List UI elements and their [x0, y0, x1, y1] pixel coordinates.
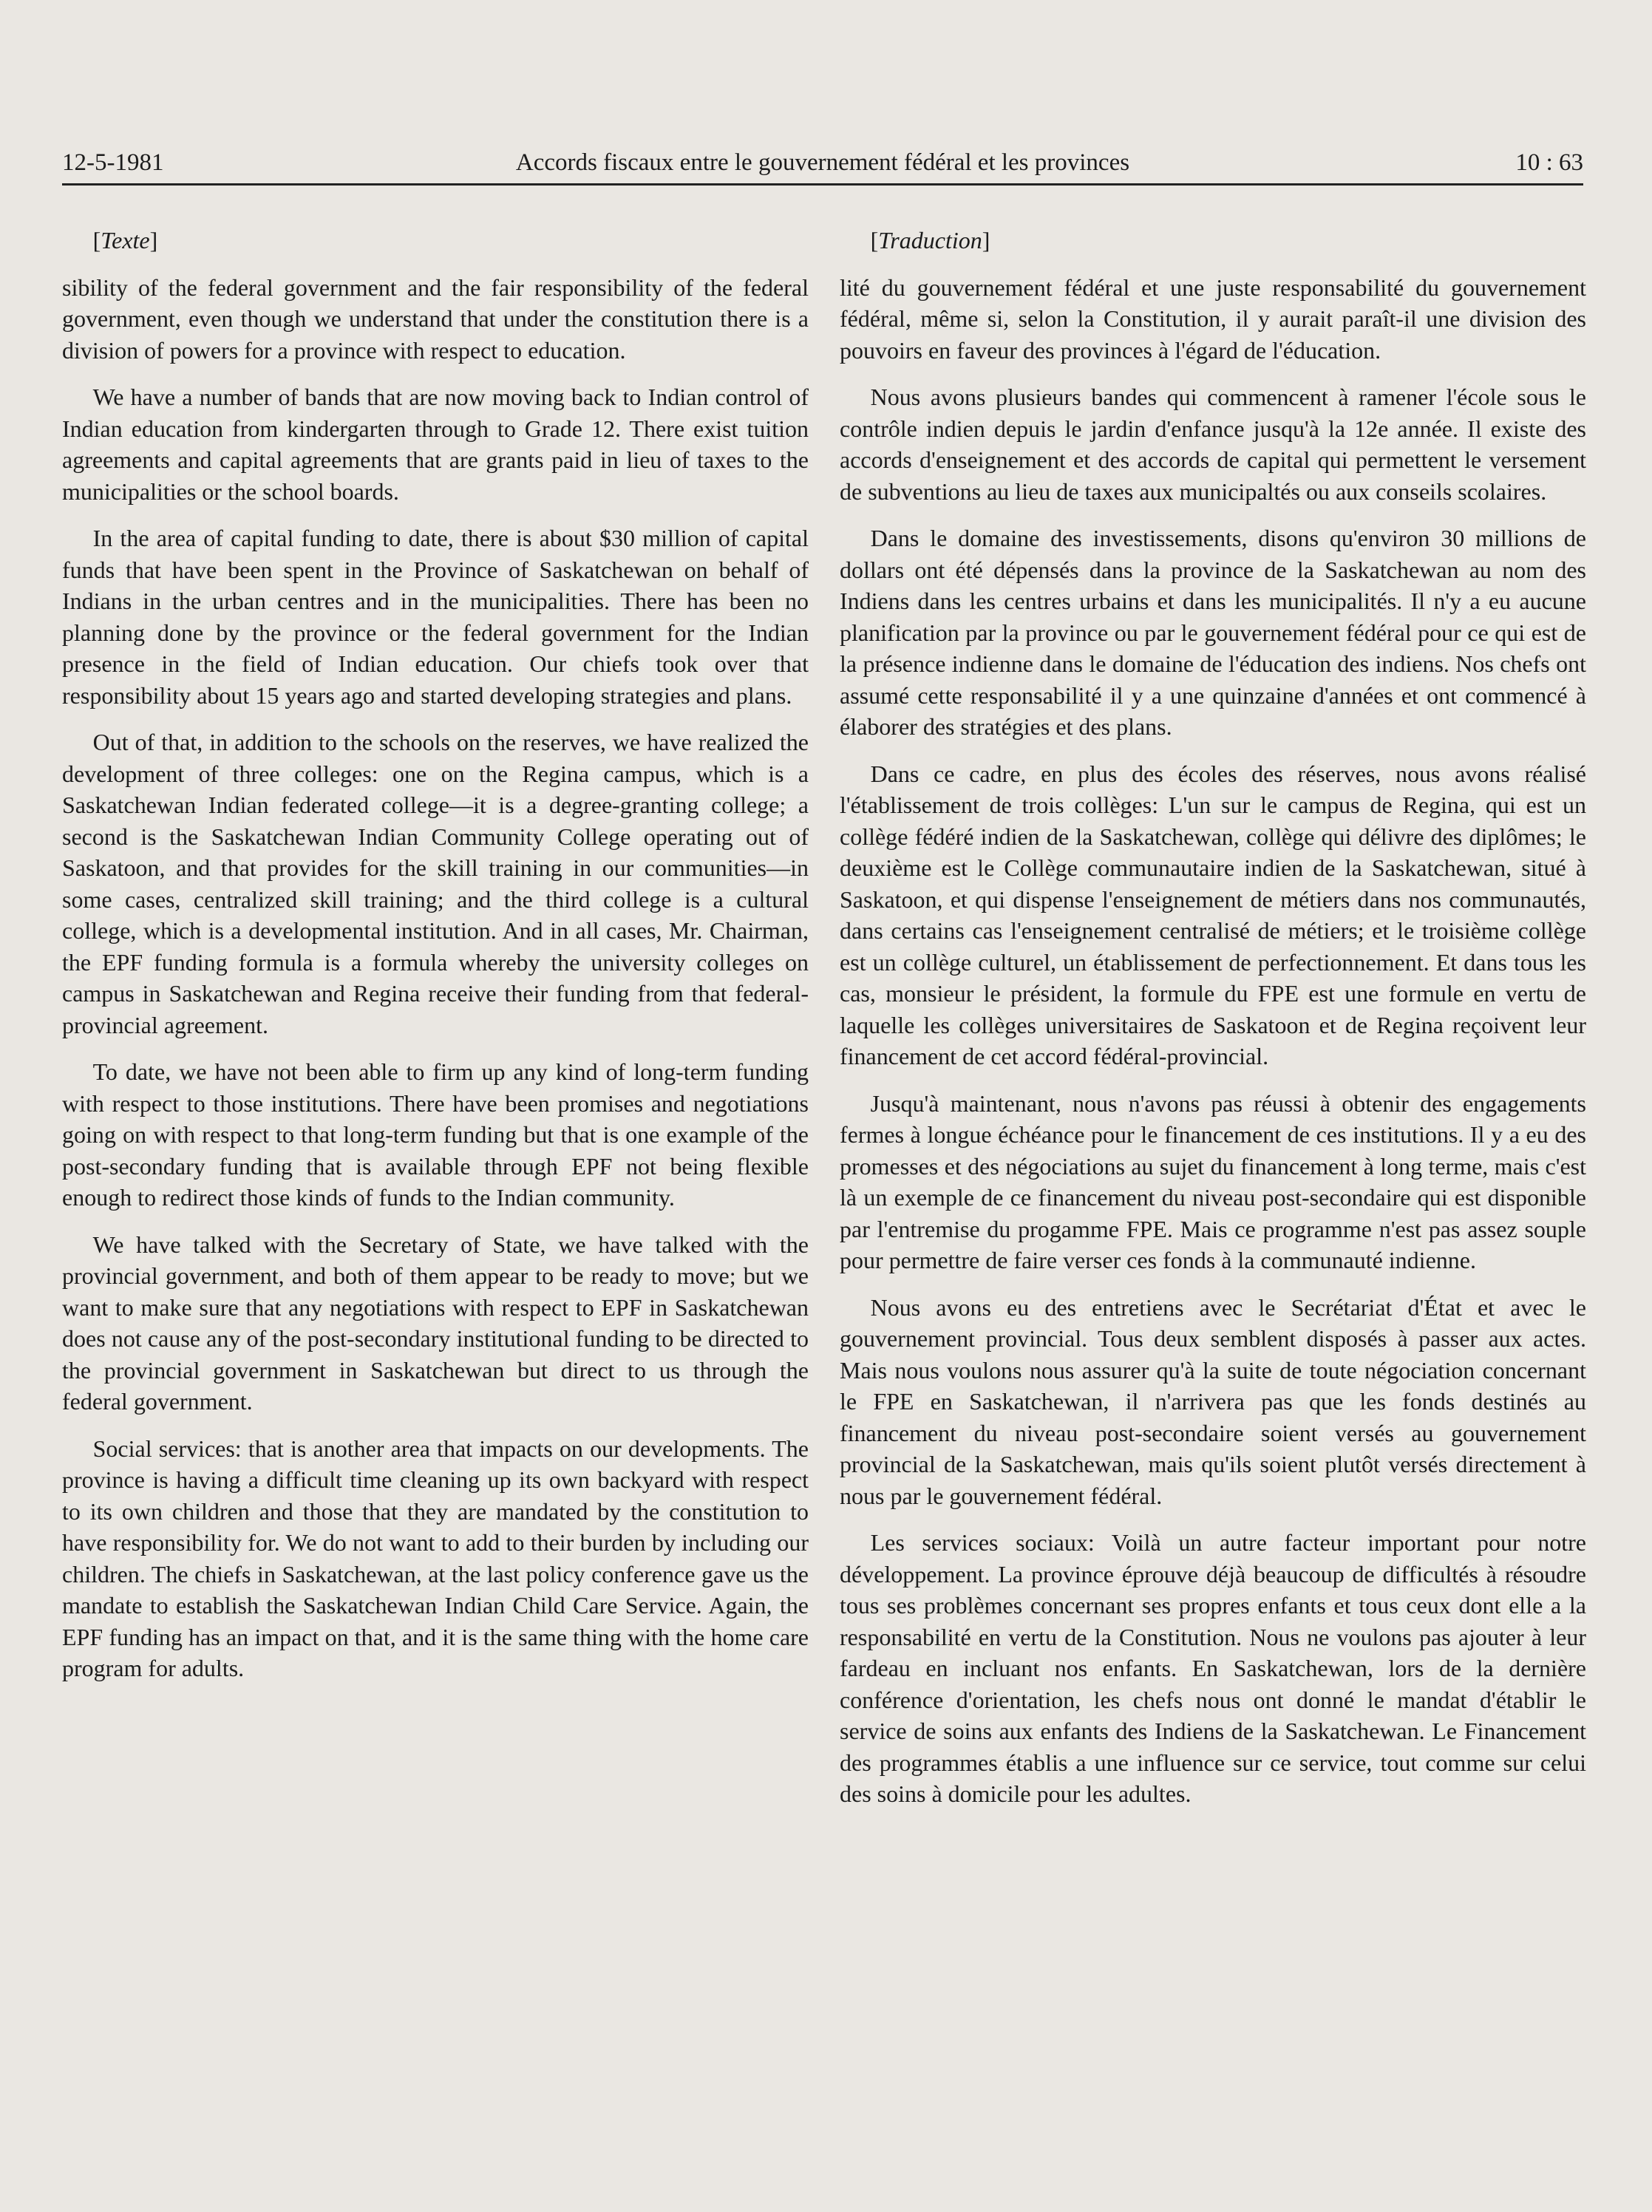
paragraph: Les services sociaux: Voilà un autre facteur important pour notre développement. La province éprouve déjà beaucoup de difficultés à résoudre tous ses problèmes concernant ses propres enfants et tous ceux dont elle a la responsabilité en vertu de la Constitution. Nous ne voulons pas ajouter à leur fardeau en incluant nos enfants. En Saskatchewan, lors de la dernière conférence d'orientation, les chefs nous ont donné le mandat d'établir le service de soins aux enfants des Indiens de la Saskatchewan. Le Financement des programmes établis a une influence sur ce service, tout comme sur celui des soins à domicile pour les adultes.: [840, 1529, 1586, 1807]
paragraph: sibility of the federal government and the fair responsibility of the federal government, even though we understand that under the constitution there is a division of powers for a province with respect to education.: [62, 273, 809, 364]
column-label-text: Texte: [101, 227, 150, 253]
paragraph: To date, we have not been able to firm up any kind of long-term funding with respect to those institutions. There have been promises and negotiations going on with respect to that long-term funding but that is one example of the post-secondary funding that is available through EPF not being flexible enough to redirect those kinds of funds to the Indian community.: [62, 1058, 809, 1211]
header-page-number: 10 : 63: [1515, 149, 1583, 176]
header-title: Accords fiscaux entre le gouvernement fédéral et les provinces: [515, 149, 1130, 176]
paragraph: Dans ce cadre, en plus des écoles des réserves, nous avons réalisé l'établissement de trois collèges: L'un sur le campus de Regina, qui est un collège fédéré indien de la Saskatchewan, collège qui délivre des diplômes; le deuxième est le Collège communautaire indien de la Saskatchewan, situé à Saskatoon, et qui dispense l'enseignement de métiers dans nos communautés, dans certains cas l'enseignement centralisé de métiers; et le troisième collège est un collège culturel, un établissement de perfectionnement. Et dans tous les cas, monsieur le président, la formule du FPE est une formule en vertu de laquelle les collèges universitaires de Saskatoon et de Regina reçoivent leur financement de cet accord fédéral-provincial.: [840, 760, 1586, 1069]
header-date: 12-5-1981: [62, 149, 164, 176]
paragraph: Nous avons plusieurs bandes qui commencent à ramener l'école sous le contrôle indien depuis le jardin d'enfance jusqu'à la 12e année. Il existe des accords d'enseignement et des accords de capital qui permettent le versement de subventions au lieu de taxes aux municipaltés ou aux conseils scolaires.: [840, 384, 1586, 505]
paragraph: We have a number of bands that are now moving back to Indian control of Indian education from kindergarten through to Grade 12. There exist tuition agreements and capital agreements that are grants paid in lieu of taxes to the municipalities or the school boards.: [62, 384, 809, 505]
column-label: [Texte]: [92, 227, 158, 253]
paragraph: Dans le domaine des investissements, disons qu'environ 30 millions de dollars ont été dépensés dans la province de la Saskatchewan au nom des Indiens dans les centres urbains et dans les municipalités. Il n'y a eu aucune planification par la province ou par le gouvernement fédéral pour ce qui est de la présence indienne dans le domaine de l'éducation des indiens. Nos chefs ont assumé cette responsabilité il y a une quinzaine d'années et ont commencé à élaborer des stratégies et des plans.: [840, 525, 1586, 740]
english-column: [62, 225, 809, 1700]
paragraph: lité du gouvernement fédéral et une juste responsabilité du gouvernement fédéral, même si, selon la Constitution, il y aurait paraît-il une division des pouvoirs en faveur des provinces à l'égard de l'éducation.: [840, 273, 1586, 364]
french-column: [840, 225, 1586, 1825]
paragraph: In the area of capital funding to date, there is about $30 million of capital funds that have been spent in the Province of Saskatchewan on behalf of Indians in the urban centres and in the municipalities. There has been no planning done by the province or the federal government for the Indian presence in the field of Indian education. Our chiefs took over that responsibility about 15 years ago and started developing strategies and plans.: [62, 525, 809, 709]
paragraph: Jusqu'à maintenant, nous n'avons pas réussi à obtenir des engagements fermes à longue échéance pour le financement de ces institutions. Il y a eu des promesses et des négociations au sujet du financement à long terme, mais c'est là un exemple de ce financement du niveau post-secondaire qui est disponible par l'entremise du progamme FPE. Mais ce programme n'est pas assez souple pour permettre de faire verser ces fonds à la communauté indienne.: [840, 1089, 1586, 1273]
paragraph: We have talked with the Secretary of State, we have talked with the provincial government, and both of them appear to be ready to move; but we want to make sure that any negotiations with respect to EPF in Saskatchewan does not cause any of the post-secondary institutional funding to be directed to the provincial government in Saskatchewan but direct to us through the federal government.: [62, 1231, 809, 1415]
paragraph: Social services: that is another area that impacts on our developments. The province is having a difficult time cleaning up its own backyard with respect to its own children and those that they are mandated by the constitution to have responsibility for. We do not want to add to their burden by including our children. The chiefs in Saskatchewan, at the last policy conference gave us the mandate to establish the Saskatchewan Indian Child Care Service. Again, the EPF funding has an impact on that, and it is the same thing with the home care program for adults.: [62, 1435, 809, 1681]
column-label-text: Traduction: [878, 227, 982, 253]
column-label: [Traduction]: [870, 227, 990, 253]
page-header: [62, 145, 1583, 180]
paragraph: Nous avons eu des entretiens avec le Secrétariat d'État et avec le gouvernement provincial. Tous deux semblent disposés à passer aux actes. Mais nous voulons nous assurer qu'à la suite de toute négociation concernant le FPE en Saskatchewan, il n'arrivera pas que les fonds destinés au financement du niveau post-secondaire soient versés au gouvernement provincial de la Saskatchewan, mais qu'ils soient plutôt versés directement à nous par le gouvernement fédéral.: [840, 1293, 1586, 1509]
header-rule: [62, 183, 1583, 186]
paragraph: Out of that, in addition to the schools on the reserves, we have realized the development of three colleges: one on the Regina campus, which is a Saskatchewan Indian federated college—it is a degree-granting college; a second is the Saskatchewan Indian Community College operating out of Saskatoon, and that provides for the skill training in our communities—in some cases, centralized skill training; and the third college is a cultural college, which is a developmental institution. And in all cases, Mr. Chairman, the EPF funding formula is a formula whereby the university colleges on campus in Saskatchewan and Regina receive their funding from that federal-provincial agreement.: [62, 729, 809, 1038]
